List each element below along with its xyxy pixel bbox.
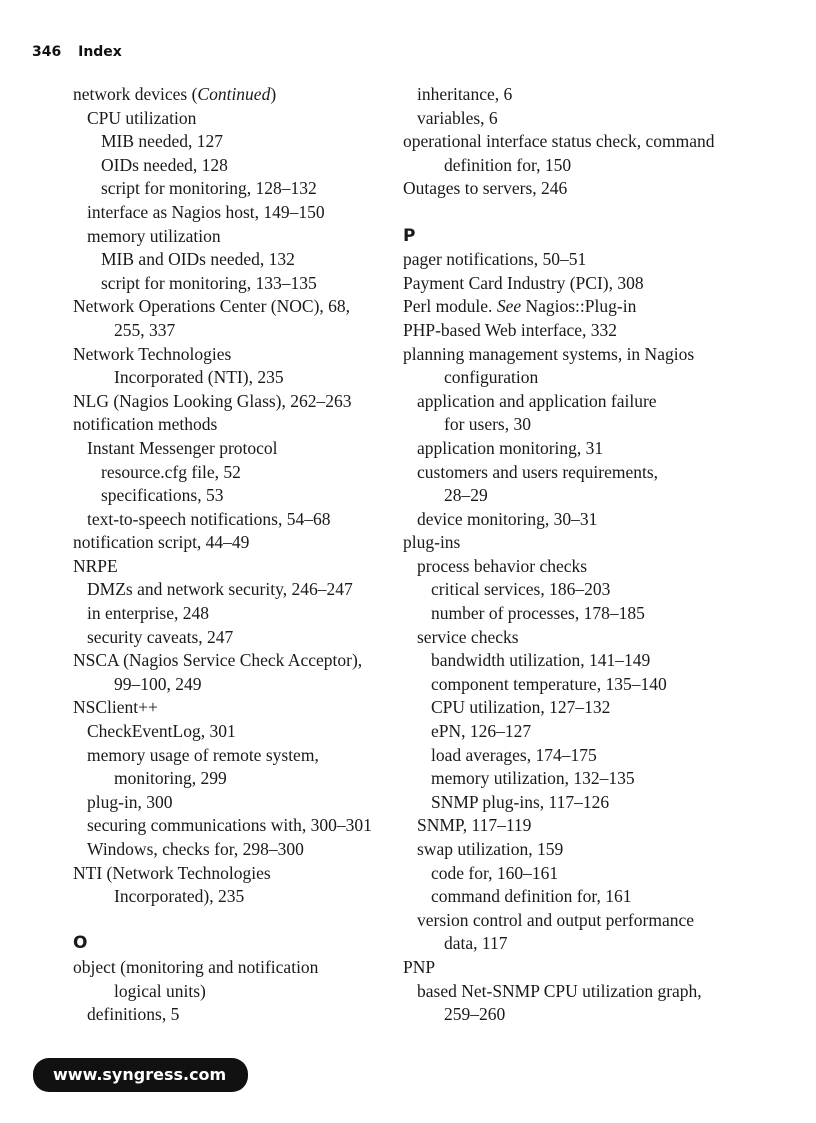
- index-entry: [403, 932, 803, 956]
- index-entry: [403, 744, 803, 768]
- index-entry: [73, 673, 393, 697]
- entry-text: application and application failure: [417, 390, 657, 411]
- index-entry: [403, 154, 803, 178]
- index-entry: [403, 673, 803, 697]
- index-entry: [403, 980, 803, 1004]
- page-header: [32, 44, 122, 60]
- entry-text-suffix: ): [270, 84, 277, 104]
- index-letter-heading: [73, 932, 393, 956]
- index-entry: [403, 484, 803, 508]
- entry-text: variables, 6: [417, 107, 498, 128]
- entry-text: memory usage of remote system,: [87, 744, 319, 765]
- entry-text: definition for, 150: [444, 154, 572, 175]
- entry-text: resource.cfg file, 52: [101, 461, 241, 482]
- entry-text: 28–29: [444, 485, 488, 506]
- entry-text: definitions, 5: [87, 1004, 180, 1025]
- index-entry: [73, 696, 393, 720]
- index-entry: [403, 319, 803, 343]
- index-entry: [73, 791, 393, 815]
- entry-text: 259–260: [444, 1004, 506, 1025]
- entry-text: NTI (Network Technologies: [73, 862, 271, 883]
- index-entry: [73, 980, 393, 1004]
- index-entry: [403, 956, 803, 980]
- index-entry: [73, 83, 393, 107]
- index-entry: [73, 366, 393, 390]
- entry-text: pager notifications, 50–51: [403, 249, 587, 270]
- index-entry: [73, 814, 393, 838]
- entry-text: Instant Messenger protocol: [87, 437, 278, 458]
- index-letter-heading: [403, 225, 803, 249]
- index-entry: [403, 531, 803, 555]
- index-entry: [73, 319, 393, 343]
- index-entry: [73, 838, 393, 862]
- index-entry: [403, 390, 803, 414]
- index-entry: [73, 177, 393, 201]
- index-entry: [403, 295, 803, 319]
- index-entry: [73, 744, 393, 768]
- index-entry: [73, 508, 393, 532]
- entry-text: Outages to servers, 246: [403, 178, 568, 199]
- entry-text: interface as Nagios host, 149–150: [87, 201, 325, 222]
- index-entry: [73, 720, 393, 744]
- entry-text: monitoring, 299: [114, 768, 227, 789]
- index-entry: [403, 909, 803, 933]
- entry-text-suffix: Nagios::Plug-in: [521, 296, 637, 317]
- index-entry: [73, 272, 393, 296]
- entry-text: swap utilization, 159: [417, 839, 564, 859]
- entry-text: Windows, checks for, 298–300: [87, 839, 304, 859]
- index-entry: [403, 649, 803, 673]
- entry-text: OIDs needed, 128: [101, 154, 228, 175]
- index-entry: [403, 862, 803, 886]
- index-entry: [403, 107, 803, 131]
- index-entry: [403, 437, 803, 461]
- entry-text: NSCA (Nagios Service Check Acceptor),: [73, 650, 363, 671]
- entry-text: securing communications with, 300–301: [87, 815, 372, 836]
- index-entry: [403, 272, 803, 296]
- entry-text: Incorporated (NTI), 235: [114, 367, 284, 388]
- entry-text: MIB needed, 127: [101, 131, 223, 152]
- entry-text: command definition for, 161: [431, 886, 632, 907]
- index-entry: [73, 154, 393, 178]
- entry-text: script for monitoring, 128–132: [101, 178, 317, 199]
- section-title: Index: [78, 44, 122, 60]
- entry-text: plug-ins: [403, 532, 461, 553]
- entry-italic: See: [496, 296, 522, 317]
- entry-text: object (monitoring and notification: [73, 956, 319, 977]
- entry-text: 99–100, 249: [114, 673, 202, 694]
- entry-text: 255, 337: [114, 319, 176, 340]
- index-entry: [403, 177, 803, 201]
- index-entry: [403, 508, 803, 532]
- entry-text: for users, 30: [444, 414, 531, 435]
- entry-text: specifications, 53: [101, 485, 224, 506]
- entry-text: plug-in, 300: [87, 791, 173, 812]
- entry-text: MIB and OIDs needed, 132: [101, 249, 295, 270]
- entry-text: notification methods: [73, 414, 218, 435]
- entry-text: security caveats, 247: [87, 626, 234, 647]
- letter-text: O: [73, 933, 88, 954]
- entry-text: CPU utilization, 127–132: [431, 697, 611, 718]
- index-entry: [73, 225, 393, 249]
- index-entry: [403, 130, 803, 154]
- entry-text: inheritance, 6: [417, 84, 513, 104]
- index-entry: [403, 413, 803, 437]
- spacer: [403, 201, 803, 225]
- entry-text: PNP: [403, 956, 436, 977]
- entry-text: device monitoring, 30–31: [417, 508, 598, 529]
- entry-text: Perl module.: [403, 296, 497, 317]
- index-entry: [403, 767, 803, 791]
- index-entry: [403, 696, 803, 720]
- index-entry: [73, 413, 393, 437]
- entry-text: data, 117: [444, 933, 508, 954]
- index-entry: [403, 838, 803, 862]
- entry-text: memory utilization: [87, 225, 221, 246]
- entry-text: operational interface status check, command: [403, 131, 715, 152]
- entry-text: configuration: [444, 367, 539, 388]
- entry-text: CheckEventLog, 301: [87, 721, 236, 742]
- entry-text: script for monitoring, 133–135: [101, 272, 317, 293]
- index-entry: [73, 343, 393, 367]
- index-entry: [73, 555, 393, 579]
- index-entry: [73, 862, 393, 886]
- index-entry: [73, 602, 393, 626]
- entry-text: SNMP, 117–119: [417, 815, 532, 836]
- entry-text: Payment Card Industry (PCI), 308: [403, 272, 644, 293]
- index-entry: [73, 201, 393, 225]
- index-entry: [73, 626, 393, 650]
- entry-text: logical units): [114, 980, 206, 1001]
- index-entry: [73, 531, 393, 555]
- index-entry: [73, 295, 393, 319]
- index-column-left: [73, 83, 393, 1027]
- website-badge[interactable]: www.syngress.com: [33, 1058, 248, 1092]
- index-entry: [403, 578, 803, 602]
- index-entry: [73, 956, 393, 980]
- entry-text: NRPE: [73, 555, 118, 576]
- index-entry: [403, 814, 803, 838]
- entry-text: notification script, 44–49: [73, 532, 250, 553]
- index-entry: [403, 791, 803, 815]
- index-entry: [403, 461, 803, 485]
- entry-text: load averages, 174–175: [431, 744, 597, 765]
- index-entry: [403, 366, 803, 390]
- letter-text: P: [403, 225, 416, 246]
- entry-text: component temperature, 135–140: [431, 673, 667, 694]
- index-entry: [73, 649, 393, 673]
- index-entry: [403, 248, 803, 272]
- index-entry: [403, 602, 803, 626]
- entry-text: process behavior checks: [417, 555, 588, 576]
- entry-text: version control and output performance: [417, 909, 694, 930]
- entry-text: text-to-speech notifications, 54–68: [87, 508, 331, 529]
- entry-text: based Net-SNMP CPU utilization graph,: [417, 980, 702, 1001]
- index-entry: [403, 885, 803, 909]
- entry-text: code for, 160–161: [431, 862, 559, 883]
- entry-text: NSClient++: [73, 697, 158, 718]
- entry-text: Incorporated), 235: [114, 886, 245, 907]
- entry-text: DMZs and network security, 246–247: [87, 579, 353, 600]
- entry-text: number of processes, 178–185: [431, 603, 645, 624]
- index-entry: [403, 720, 803, 744]
- entry-text: ePN, 126–127: [431, 721, 532, 742]
- entry-italic: Continued: [197, 84, 271, 104]
- page-number: 346: [32, 44, 62, 60]
- entry-text: in enterprise, 248: [87, 603, 209, 624]
- entry-text: PHP-based Web interface, 332: [403, 319, 618, 340]
- entry-text: memory utilization, 132–135: [431, 768, 635, 789]
- index-entry: [73, 461, 393, 485]
- entry-text: bandwidth utilization, 141–149: [431, 650, 651, 671]
- entry-text: CPU utilization: [87, 107, 197, 128]
- index-entry: [403, 1003, 803, 1027]
- index-entry: [403, 626, 803, 650]
- entry-text: Network Technologies: [73, 343, 232, 364]
- entry-text: planning management systems, in Nagios: [403, 343, 695, 364]
- entry-text: Network Operations Center (NOC), 68,: [73, 296, 351, 317]
- index-entry: [73, 767, 393, 791]
- entry-text: customers and users requirements,: [417, 461, 659, 482]
- entry-text: application monitoring, 31: [417, 437, 604, 458]
- index-entry: [403, 555, 803, 579]
- index-entry: [73, 1003, 393, 1027]
- spacer: [73, 909, 393, 933]
- entry-text: network devices (: [73, 84, 198, 104]
- index-entry: [73, 437, 393, 461]
- index-entry: [73, 130, 393, 154]
- entry-text: SNMP plug-ins, 117–126: [431, 791, 610, 812]
- index-entry: [73, 885, 393, 909]
- index-entry: [73, 390, 393, 414]
- entry-text: critical services, 186–203: [431, 579, 611, 600]
- index-column-right: [403, 83, 803, 1027]
- index-entry: [73, 248, 393, 272]
- index-entry: [403, 83, 803, 107]
- index-entry: [73, 484, 393, 508]
- index-entry: [403, 343, 803, 367]
- index-entry: [73, 578, 393, 602]
- entry-text: NLG (Nagios Looking Glass), 262–263: [73, 390, 352, 411]
- entry-text: service checks: [417, 626, 519, 647]
- index-entry: [73, 107, 393, 131]
